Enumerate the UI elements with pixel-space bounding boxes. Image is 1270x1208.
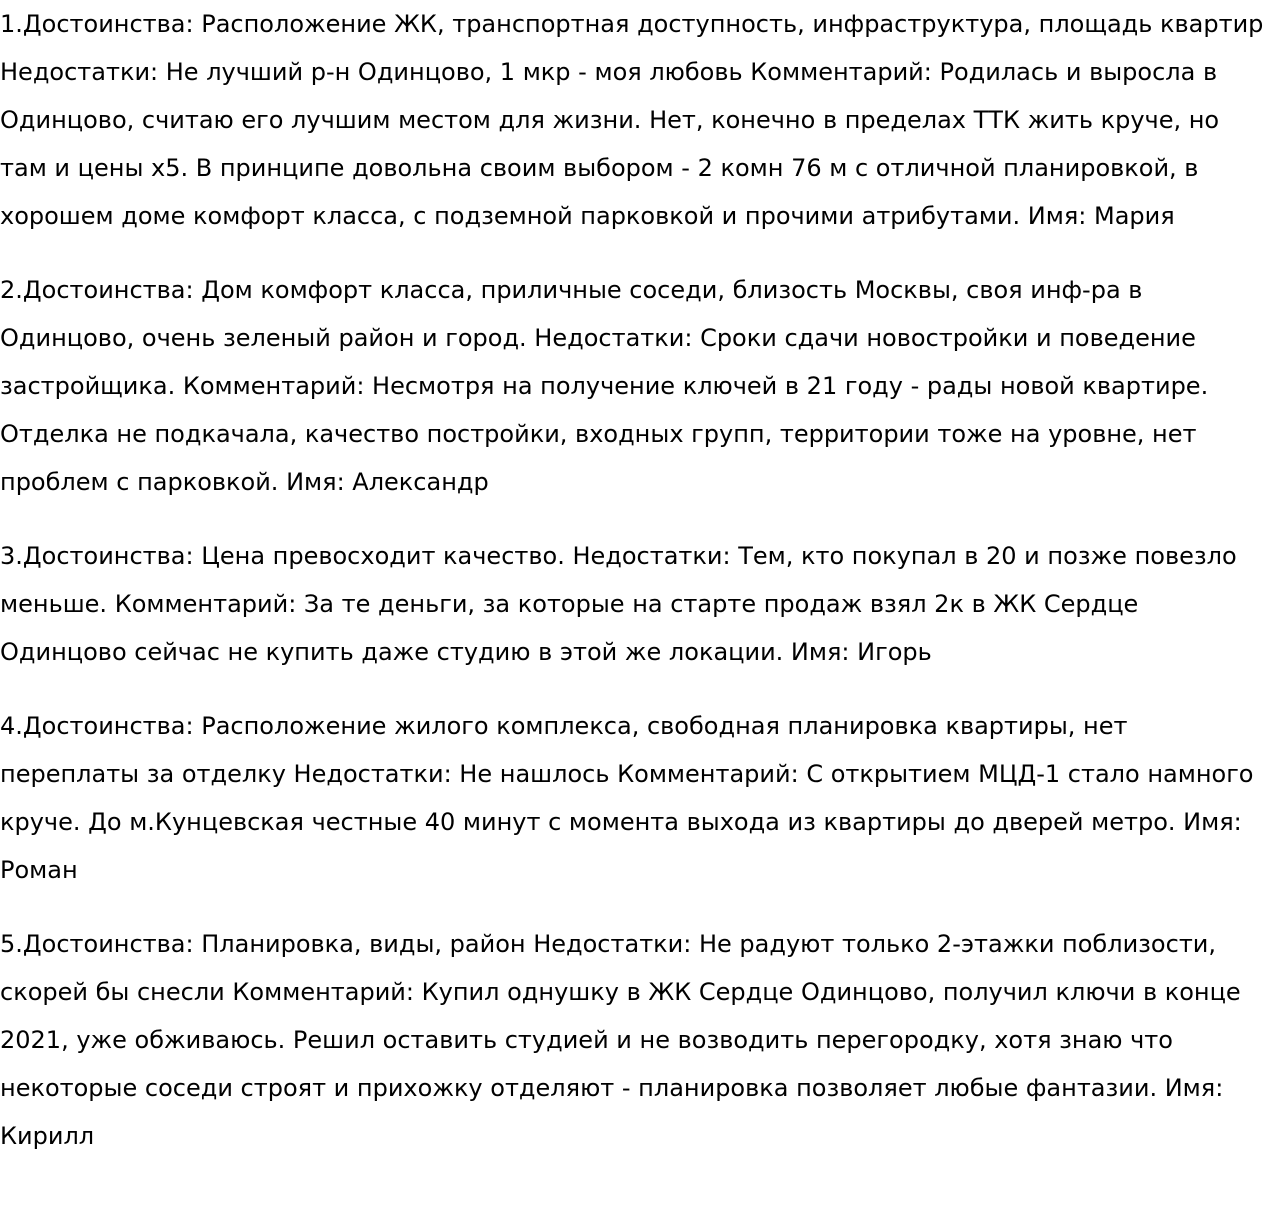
review-2: 2.Достоинства: Дом комфорт класса, приличные соседи, близость Москвы, своя инф-ра в Одинцово, очень зеленый район и город. Недостатки: Сроки сдачи новостройки и поведение застройщика. Комментарий: Несмотря на получение ключей в 21 году - рады новой квартире. Отделка не подкачала, качество постройки, входных групп, территории тоже на уровне, нет проблем с парковкой. Имя: Александр <box>0 276 1209 496</box>
review-5: 5.Достоинства: Планировка, виды, район Недостатки: Не радуют только 2-этажки поблизости, скорей бы снесли Комментарий: Купил однушку в ЖК Сердце Одинцово, получил ключи в конце 2021, уже обживаюсь. Решил оставить студией и не возводить перегородку, хотя знаю что некоторые соседи строят и прихожку отделяют - планировка позволяет любые фантазии. Имя: Кирилл <box>0 930 1241 1150</box>
review-4: 4.Достоинства: Расположение жилого комплекса, свободная планировка квартиры, нет переплаты за отделку Недостатки: Не нашлось Комментарий: С открытием МЦД-1 стало намного круче. До м.Кунцевская честные 40 минут с момента выхода из квартиры до дверей метро. Имя: Роман <box>0 712 1254 884</box>
review-1: 1.Достоинства: Расположение ЖК, транспортная доступность, инфраструктура, площадь квартир Недостатки: Не лучший р-н Одинцово, 1 мкр - моя любовь Комментарий: Родилась и выросла в Одинцово, считаю его лучшим местом для жизни. Нет, конечно в пределах ТТК жить круче, но там и цены х5. В принципе довольна своим выбором - 2 комн 76 м с отличной планировкой, в хорошем доме комфорт класса, с подземной парковкой и прочими атрибутами. Имя: Мария <box>0 10 1264 230</box>
review-3: 3.Достоинства: Цена превосходит качество. Недостатки: Тем, кто покупал в 20 и позже повезло меньше. Комментарий: За те деньги, за которые на старте продаж взял 2к в ЖК Сердце Одинцово сейчас не купить даже студию в этой же локации. Имя: Игорь <box>0 542 1237 666</box>
